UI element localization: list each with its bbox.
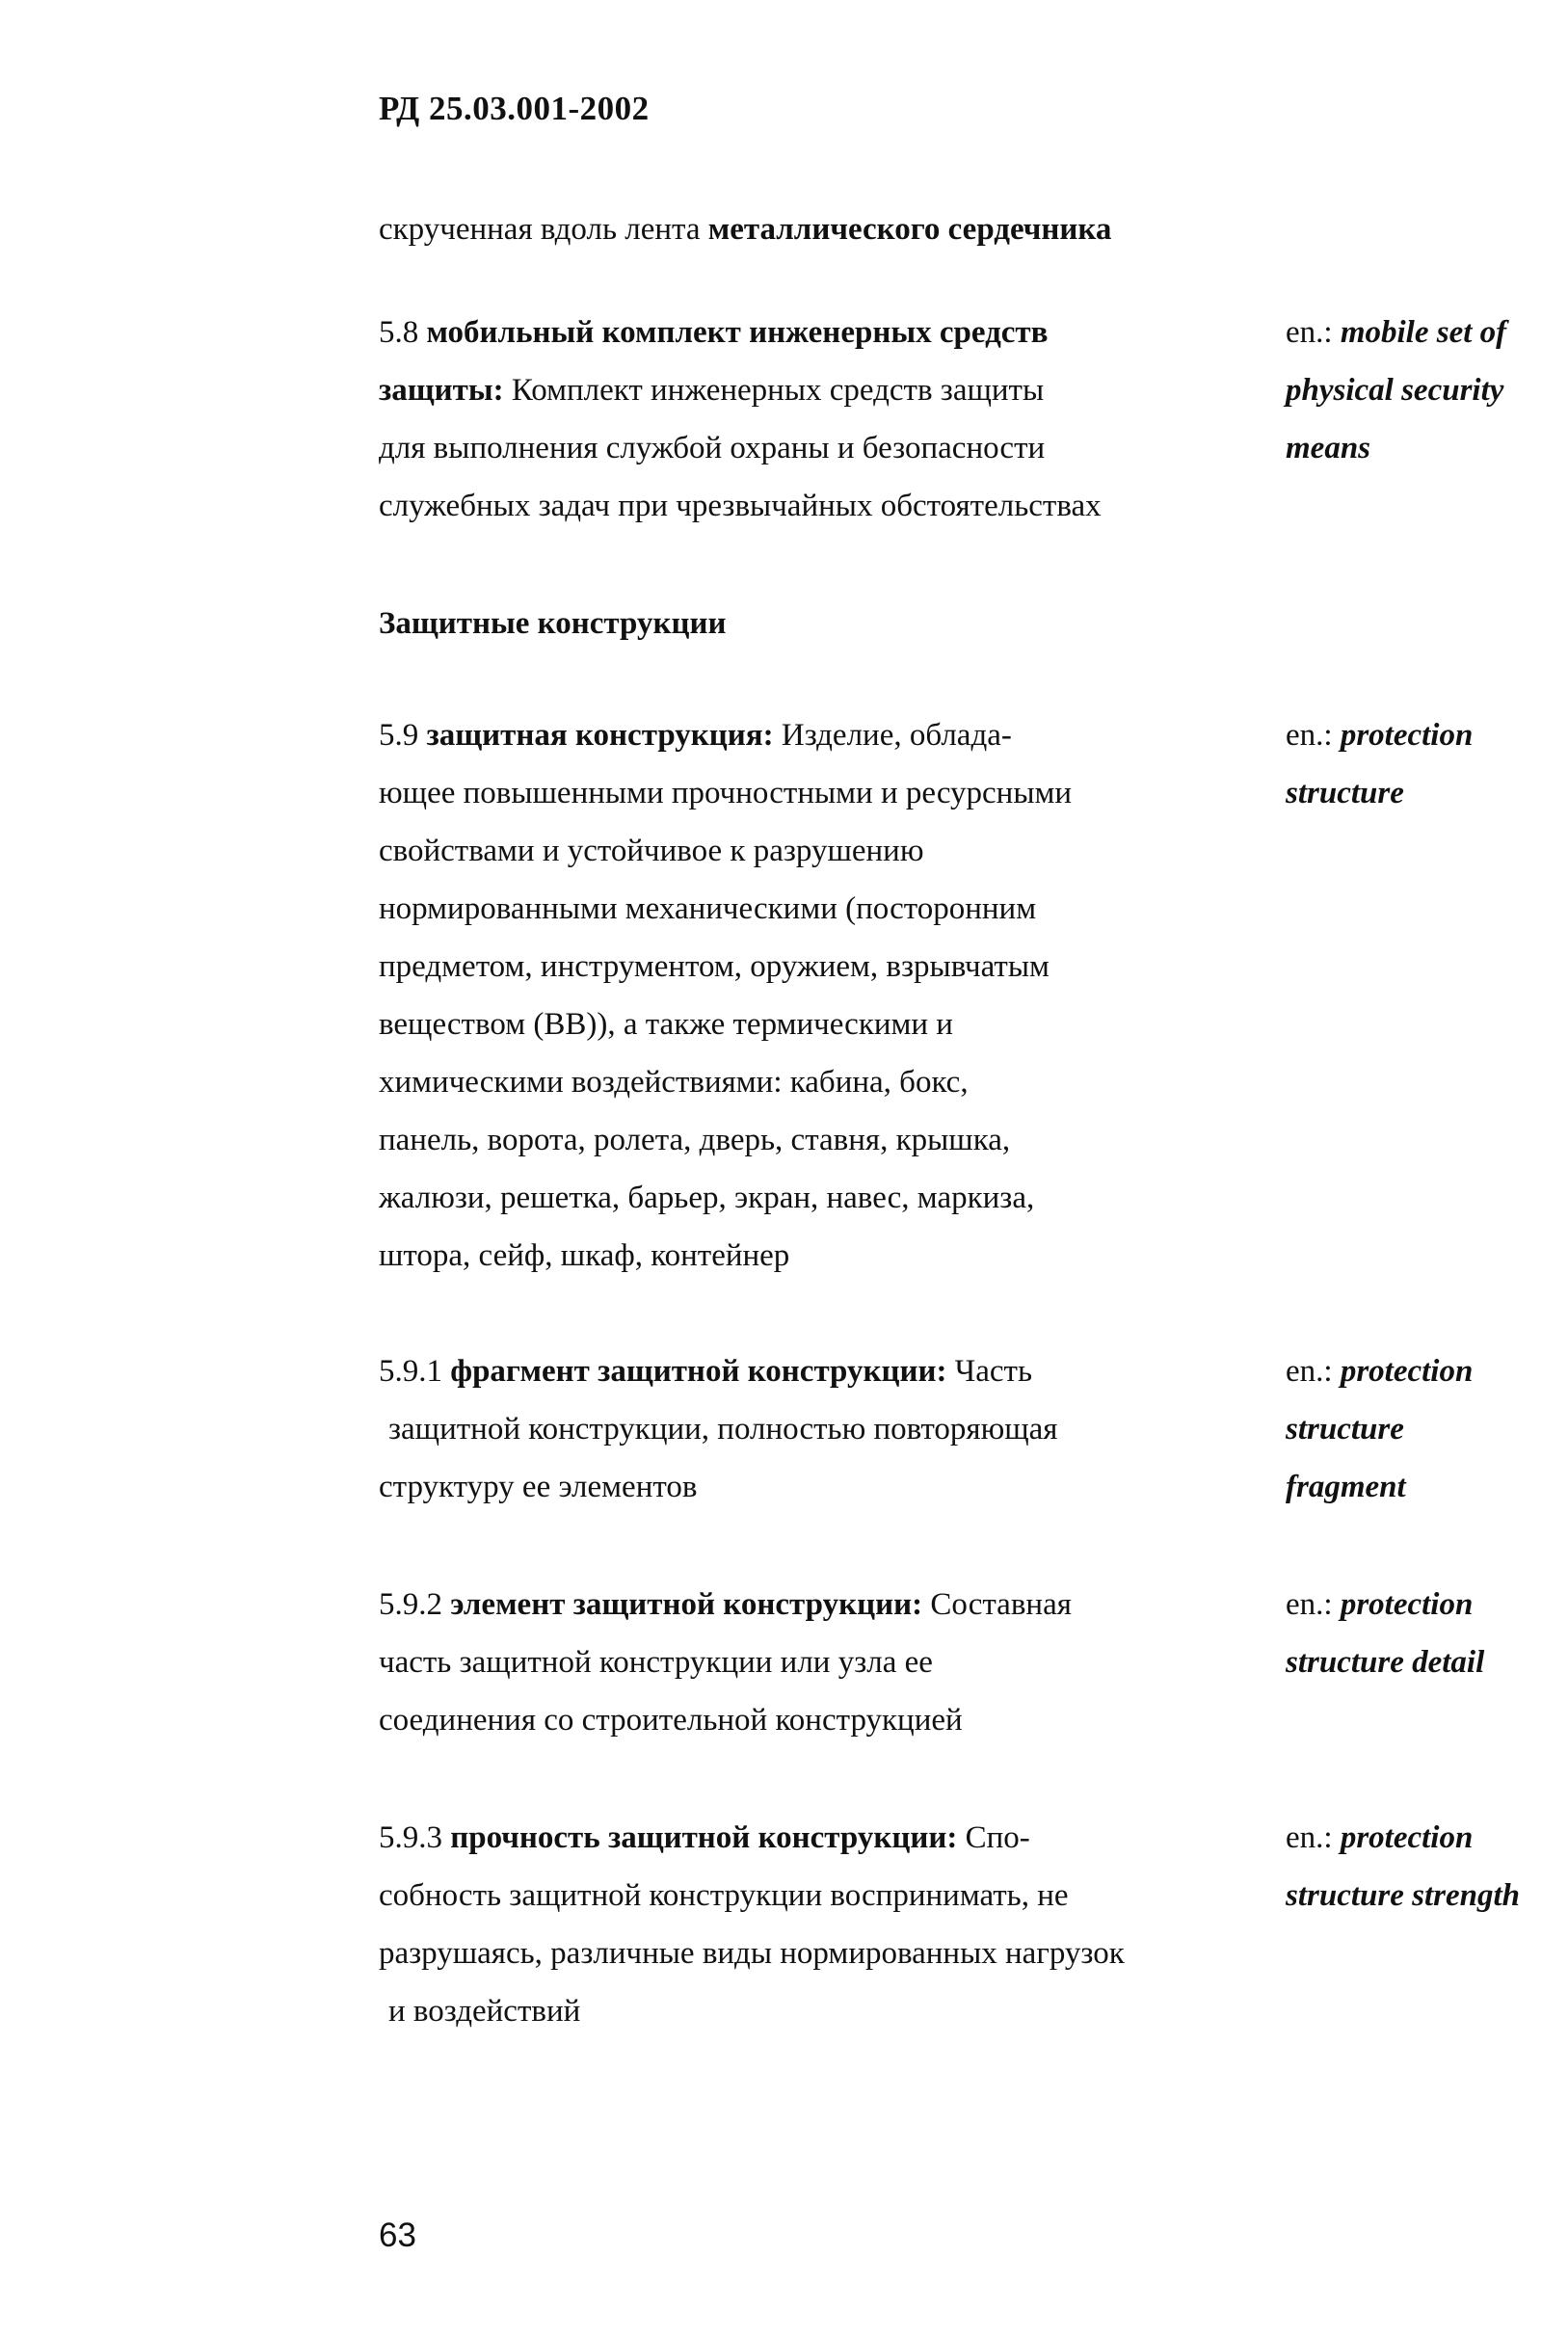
en-term: protection — [1340, 1354, 1474, 1389]
term-number: 5.9.1 — [379, 1354, 451, 1389]
term-definition: Часть — [946, 1354, 1032, 1389]
term-line: часть защитной конструкции или узла ее — [379, 1645, 933, 1680]
term-name-continuation: защиты: — [379, 373, 504, 408]
term-line: штора, сейф, шкаф, контейнер — [379, 1238, 790, 1273]
en-prefix: en.: — [1286, 1820, 1341, 1855]
term-line: служебных задач при чрезвычайных обстоятельствах — [379, 489, 1102, 523]
term-line: веществом (ВВ)), а также термическими и — [379, 1007, 953, 1042]
term-entry-5-9-1 — [379, 1342, 1246, 1516]
term-name: защитная конструкция: — [426, 718, 774, 753]
term-name: мобильный комплект инженерных средств — [426, 315, 1049, 350]
en-term: protection — [1340, 718, 1474, 753]
term-number: 5.8 — [379, 315, 427, 350]
term-name: прочность защитной конструкции: — [450, 1820, 958, 1855]
term-line: и воздействий — [388, 1994, 581, 2029]
page-number: 63 — [379, 2217, 416, 2254]
en-line: structure — [1286, 1412, 1404, 1447]
term-line: структуру ее элементов — [379, 1470, 698, 1504]
term-line: свойствами и устойчивое к разрушению — [379, 834, 924, 868]
en-prefix: en.: — [1286, 718, 1341, 753]
english-equivalent-5-8 — [1286, 304, 1565, 477]
term-first-line — [379, 1576, 1246, 1633]
section-title: Защитные конструкции — [379, 606, 727, 641]
term-name: фрагмент защитной конструкции: — [450, 1354, 947, 1389]
term-line: панель, ворота, ролета, дверь, ставня, крышка, — [379, 1123, 1011, 1157]
english-equivalent-5-9-2 — [1286, 1576, 1565, 1691]
term-line — [379, 361, 1246, 419]
term-first-line — [379, 304, 1246, 361]
continuation-bold: металлического сердечника — [707, 212, 1112, 247]
term-number: 5.9.2 — [379, 1587, 451, 1622]
term-definition: Изделие, облада- — [773, 718, 1012, 753]
en-line — [1286, 1809, 1565, 1867]
term-line: жалюзи, решетка, барьер, экран, навес, маркиза, — [379, 1181, 1035, 1215]
term-entry-5-8 — [379, 304, 1246, 535]
en-term: protection — [1340, 1587, 1474, 1622]
term-entry-5-9-3 — [379, 1809, 1246, 2040]
continuation-text — [379, 200, 1111, 258]
en-line: structure detail — [1286, 1645, 1485, 1680]
en-term: protection — [1340, 1820, 1474, 1855]
en-line: structure strength — [1286, 1878, 1520, 1913]
term-entry-5-9 — [379, 706, 1246, 1285]
en-prefix: en.: — [1286, 315, 1341, 350]
en-line — [1286, 706, 1565, 764]
term-line: соединения со строительной конструкцией — [379, 1703, 963, 1738]
en-prefix: en.: — [1286, 1354, 1341, 1389]
document-code-header: РД 25.03.001-2002 — [379, 90, 650, 127]
en-line: means — [1286, 431, 1371, 465]
term-definition: Комплект инженерных средств защиты — [503, 373, 1045, 408]
term-line: для выполнения службой охраны и безопасности — [379, 431, 1046, 465]
en-prefix: en.: — [1286, 1587, 1341, 1622]
term-line: защитной конструкции, полностью повторяющая — [388, 1412, 1058, 1447]
en-line: structure — [1286, 776, 1404, 810]
term-definition: Спо- — [957, 1820, 1030, 1855]
term-number: 5.9.3 — [379, 1820, 451, 1855]
term-first-line — [379, 706, 1246, 764]
en-line — [1286, 304, 1565, 361]
term-line: разрушаясь, различные виды нормированных нагрузок — [379, 1936, 1125, 1971]
term-first-line — [379, 1342, 1246, 1400]
en-line: physical security — [1286, 373, 1504, 408]
en-line: fragment — [1286, 1470, 1406, 1504]
term-entry-5-9-2 — [379, 1576, 1246, 1749]
term-definition: Составная — [922, 1587, 1072, 1622]
en-line — [1286, 1576, 1565, 1633]
en-line — [1286, 1342, 1565, 1400]
continuation-normal: скрученная вдоль лента — [379, 212, 708, 247]
english-equivalent-5-9 — [1286, 706, 1565, 822]
term-line: ющее повышенными прочностными и ресурсными — [379, 776, 1073, 810]
term-line: химическими воздействиями: кабина, бокс, — [379, 1065, 969, 1100]
english-equivalent-5-9-1 — [1286, 1342, 1565, 1516]
term-number: 5.9 — [379, 718, 427, 753]
term-first-line — [379, 1809, 1246, 1867]
term-line: предметом, инструментом, оружием, взрывчатым — [379, 949, 1050, 984]
term-name: элемент защитной конструкции: — [450, 1587, 923, 1622]
term-line: нормированными механическими (посторонним — [379, 891, 1037, 926]
english-equivalent-5-9-3 — [1286, 1809, 1565, 1925]
term-line: собность защитной конструкции воспринимать, не — [379, 1878, 1069, 1913]
en-term: mobile set of — [1340, 315, 1507, 350]
